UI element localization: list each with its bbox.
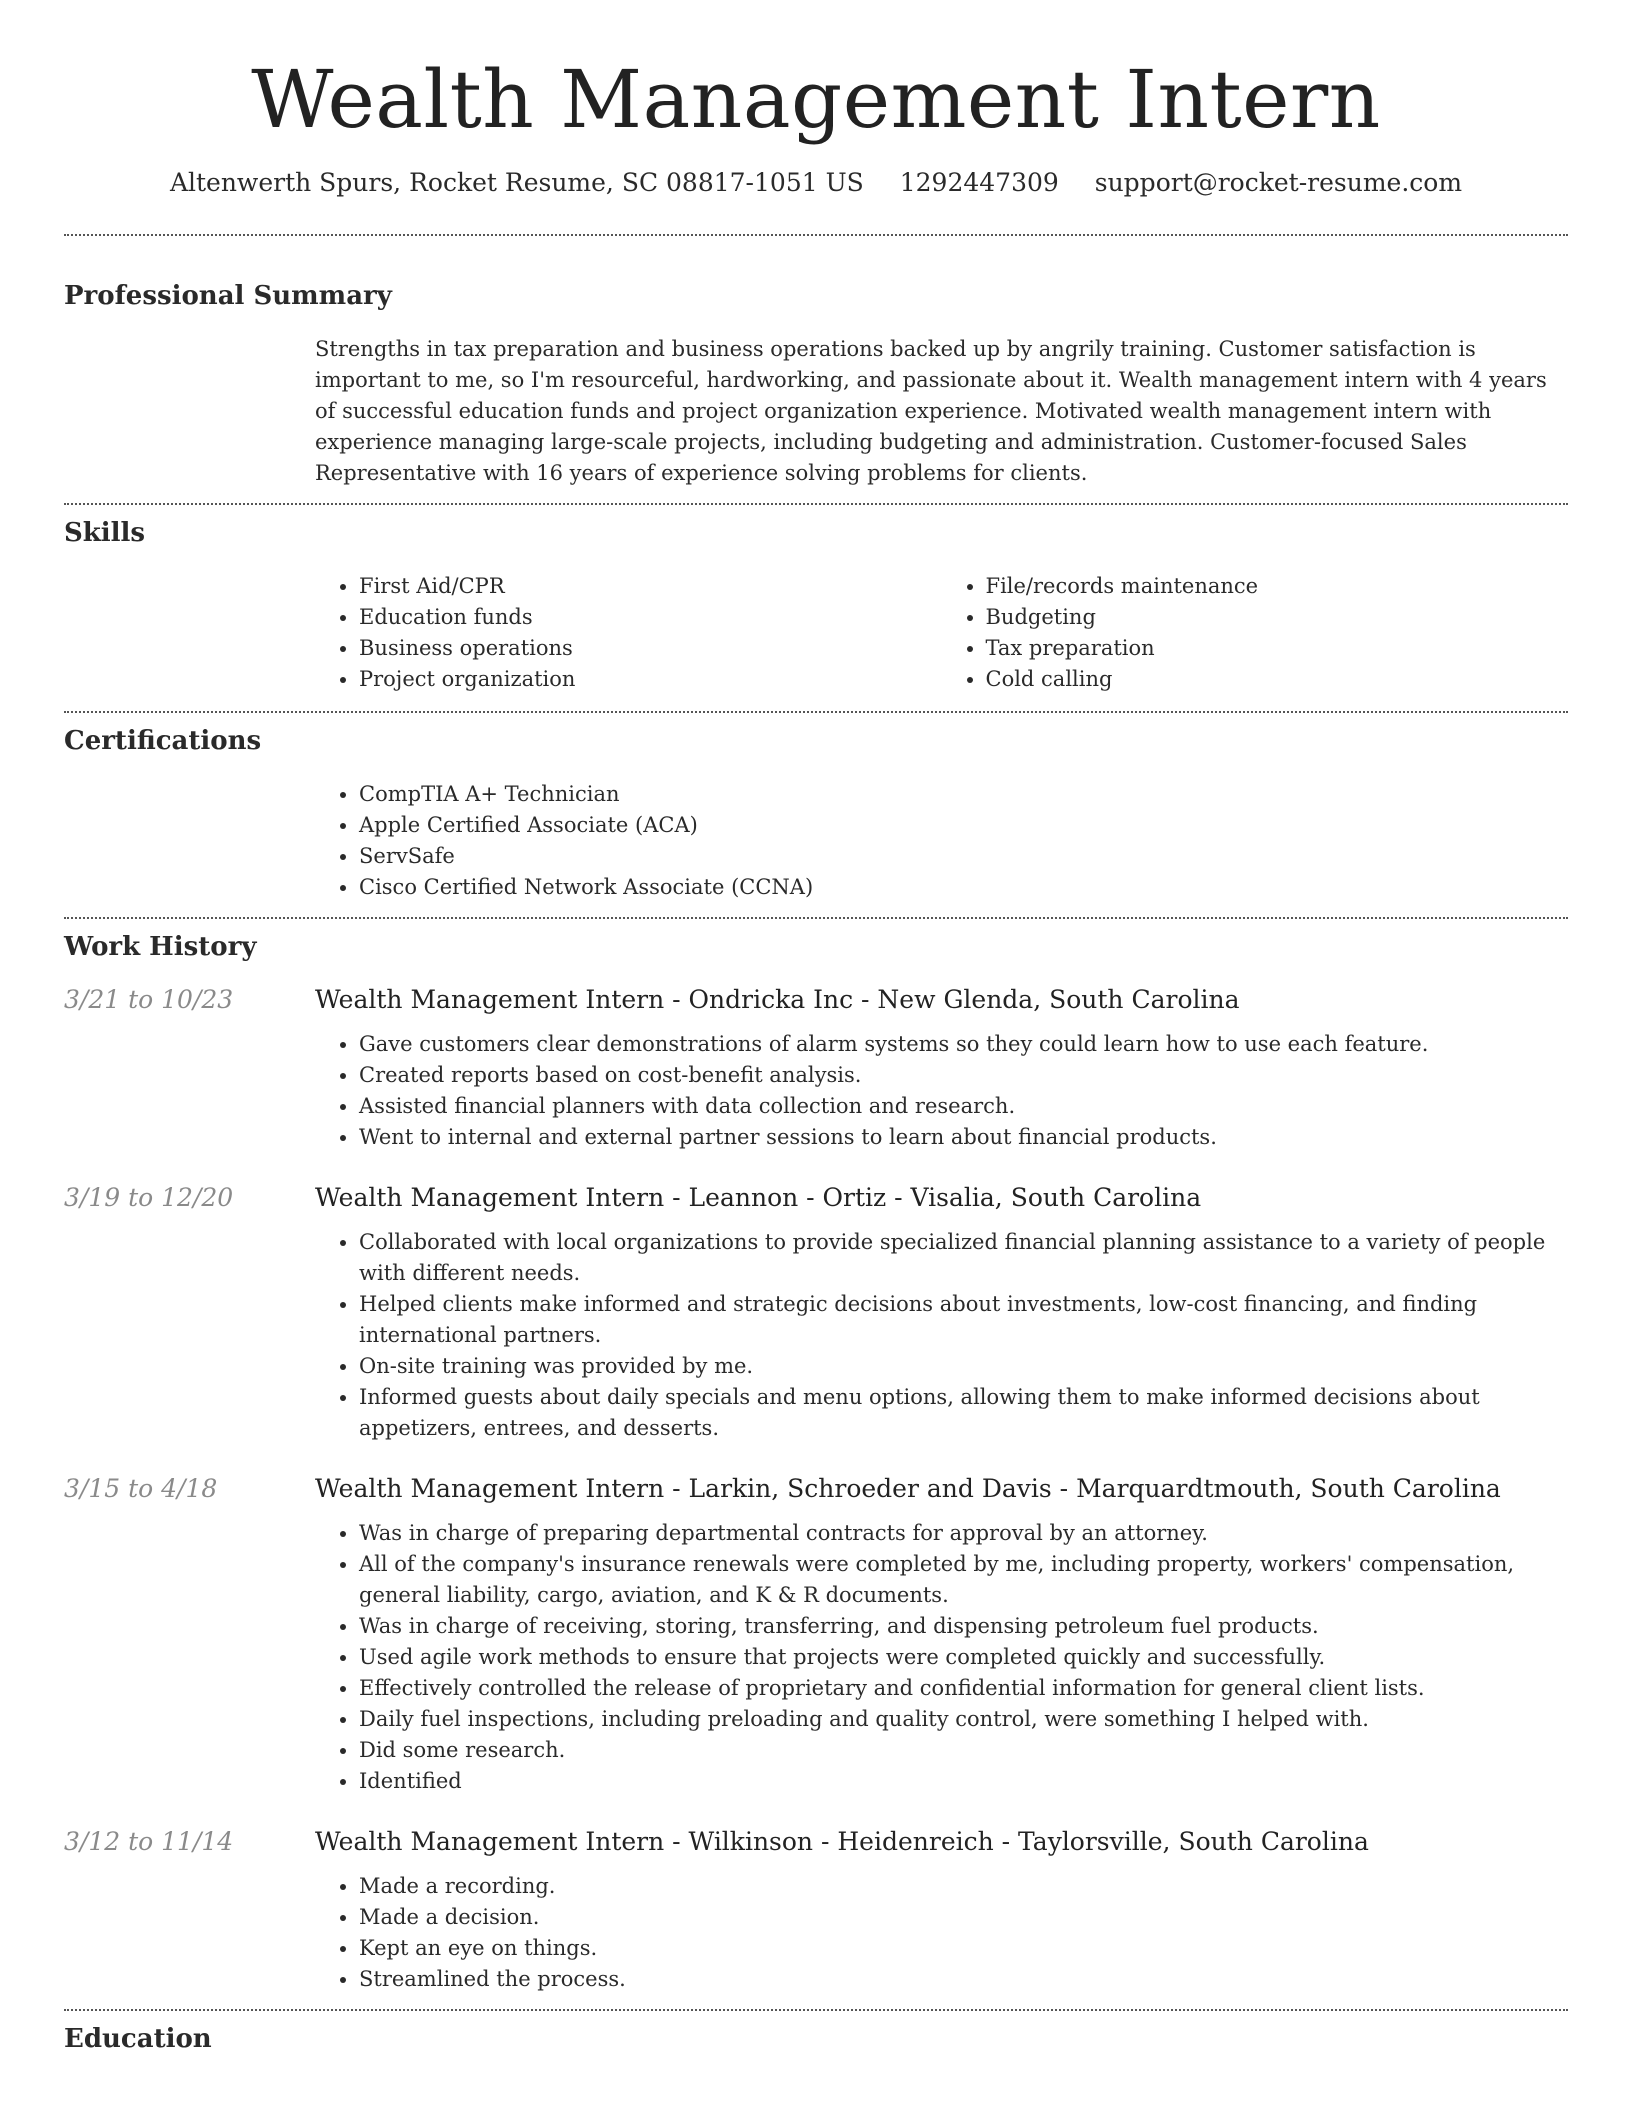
job-bullet: • Went to internal and external partner sessions to learn about financial products. bbox=[359, 1122, 1568, 1153]
work-history-section bbox=[64, 931, 1568, 1995]
skill-item: • Cold calling bbox=[986, 664, 1569, 695]
job-bullets bbox=[315, 1029, 1568, 1153]
section-divider bbox=[64, 234, 1568, 236]
skill-item: • First Aid/CPR bbox=[359, 571, 942, 602]
job-bullet: • Created reports based on cost-benefit analysis. bbox=[359, 1060, 1568, 1091]
contact-phone: 1292447309 bbox=[899, 168, 1059, 197]
skills-list-left bbox=[315, 571, 942, 695]
job-bullet: • Identified bbox=[359, 1766, 1568, 1797]
job-bullet: • Was in charge of preparing departmental contracts for approval by an attorney. bbox=[359, 1518, 1568, 1549]
job-title: Wealth Management Intern - Leannon - Ortiz - Visalia, South Carolina bbox=[315, 1183, 1202, 1212]
job-bullets bbox=[315, 1227, 1568, 1444]
work-history-heading: Work History bbox=[64, 932, 257, 962]
job-bullet: • Helped clients make informed and strategic decisions about investments, low-cost financing, and finding international partners. bbox=[359, 1289, 1568, 1351]
education-heading: Education bbox=[64, 2024, 212, 2054]
job-bullet: • All of the company's insurance renewals were completed by me, including property, workers' compensation, general liability, cargo, aviation, and K & R documents. bbox=[359, 1549, 1568, 1611]
job-bullet: • Gave customers clear demonstrations of alarm systems so they could learn how to use each feature. bbox=[359, 1029, 1568, 1060]
skills-list-right bbox=[942, 571, 1569, 695]
education-section bbox=[64, 2023, 1568, 2055]
job-title: Wealth Management Intern - Wilkinson - Heidenreich - Taylorsville, South Carolina bbox=[315, 1827, 1369, 1856]
skill-item: • Tax preparation bbox=[986, 633, 1569, 664]
skills-section bbox=[64, 517, 1568, 695]
resume-name: Wealth Management Intern bbox=[251, 53, 1381, 146]
resume-page bbox=[64, 0, 1568, 2055]
skill-item: • File/records maintenance bbox=[986, 571, 1569, 602]
job-entry bbox=[64, 1825, 1568, 1995]
summary-heading: Professional Summary bbox=[64, 281, 392, 311]
certification-item: • ServSafe bbox=[359, 841, 1568, 872]
job-bullet: • Streamlined the process. bbox=[359, 1964, 1568, 1995]
contact-email: support@rocket-resume.com bbox=[1094, 168, 1463, 197]
certification-item: • Cisco Certified Network Associate (CCNA) bbox=[359, 872, 1568, 903]
skill-item: • Education funds bbox=[359, 602, 942, 633]
summary-section bbox=[64, 280, 1568, 489]
section-divider bbox=[64, 503, 1568, 505]
skill-item: • Budgeting bbox=[986, 602, 1569, 633]
job-bullet: • Informed guests about daily specials and menu options, allowing them to make informed decisions about appetizers, entrees, and desserts. bbox=[359, 1382, 1568, 1444]
job-dates: 3/19 to 12/20 bbox=[64, 1183, 234, 1212]
section-divider bbox=[64, 2009, 1568, 2011]
job-dates: 3/15 to 4/18 bbox=[64, 1474, 218, 1503]
skill-item: • Business operations bbox=[359, 633, 942, 664]
contact-line bbox=[64, 166, 1568, 200]
certifications-section bbox=[64, 725, 1568, 903]
job-bullet: • Used agile work methods to ensure that projects were completed quickly and successfully. bbox=[359, 1642, 1568, 1673]
job-title: Wealth Management Intern - Larkin, Schroeder and Davis - Marquardtmouth, South Carolina bbox=[315, 1474, 1501, 1503]
job-title: Wealth Management Intern - Ondricka Inc - New Glenda, South Carolina bbox=[315, 985, 1240, 1014]
job-dates: 3/21 to 10/23 bbox=[64, 985, 234, 1014]
job-entry bbox=[64, 1181, 1568, 1444]
job-bullet: • Made a decision. bbox=[359, 1902, 1568, 1933]
job-entry bbox=[64, 1472, 1568, 1797]
job-dates: 3/12 to 11/14 bbox=[64, 1827, 234, 1856]
job-bullet: • Made a recording. bbox=[359, 1871, 1568, 1902]
section-divider bbox=[64, 917, 1568, 919]
job-bullet: • Assisted financial planners with data collection and research. bbox=[359, 1091, 1568, 1122]
certification-item: • Apple Certified Associate (ACA) bbox=[359, 810, 1568, 841]
skills-heading: Skills bbox=[64, 518, 146, 548]
certifications-heading: Certifications bbox=[64, 726, 262, 756]
job-bullets bbox=[315, 1518, 1568, 1797]
job-bullet: • Kept an eye on things. bbox=[359, 1933, 1568, 1964]
contact-address: Altenwerth Spurs, Rocket Resume, SC 08817-1051 US bbox=[169, 168, 864, 197]
job-entry bbox=[64, 983, 1568, 1153]
skill-item: • Project organization bbox=[359, 664, 942, 695]
job-bullet: • Collaborated with local organizations to provide specialized financial planning assistance to a variety of people with different needs. bbox=[359, 1227, 1568, 1289]
certifications-list bbox=[315, 779, 1568, 903]
summary-text: Strengths in tax preparation and business operations backed up by angrily training. Customer satisfaction is important to me, so I'm resourceful, hardworking, and passionate about it. Wealth management intern with 4 years of successful education funds and project organization experience. Motivated wealth management intern with experience managing large-scale projects, including budgeting and administration. Customer-focused Sales Representative with 16 years of experience solving problems for clients. bbox=[315, 337, 1547, 485]
job-bullet: • Daily fuel inspections, including preloading and quality control, were something I helped with. bbox=[359, 1704, 1568, 1735]
job-bullet: • Effectively controlled the release of proprietary and confidential information for general client lists. bbox=[359, 1673, 1568, 1704]
job-bullets bbox=[315, 1871, 1568, 1995]
job-bullet: • On-site training was provided by me. bbox=[359, 1351, 1568, 1382]
job-bullet: • Was in charge of receiving, storing, transferring, and dispensing petroleum fuel products. bbox=[359, 1611, 1568, 1642]
job-bullet: • Did some research. bbox=[359, 1735, 1568, 1766]
section-divider bbox=[64, 711, 1568, 713]
certification-item: • CompTIA A+ Technician bbox=[359, 779, 1568, 810]
